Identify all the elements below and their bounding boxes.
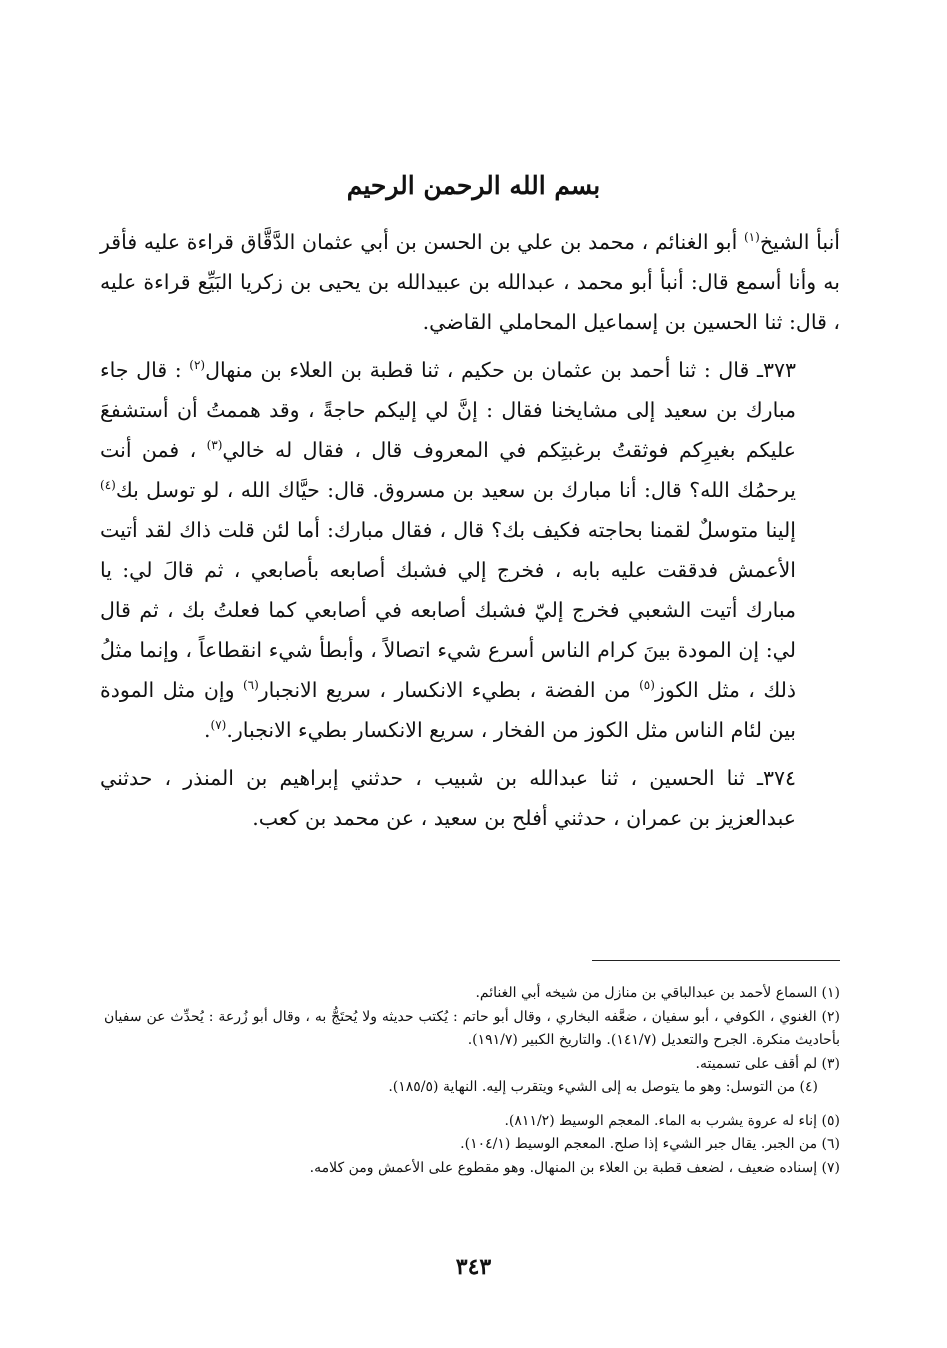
hadith-374-paragraph: [100, 758, 840, 838]
hadith-373-text-b: : قال جاء مبارك بن سعيد إلى مشايخنا فقال : إنَّ لي إليكم حاجةً ، وقد هممتُ أن أستشفعَ عليكم بغيرِكم فوثقتُ برغبتِكم في المعروف قال ، فقال له خالي: [100, 358, 797, 462]
footnotes-section: [104, 982, 840, 1180]
isnad-text-cont: أبو الغنائم ، محمد بن علي بن الحسن بن أبي عثمان الدَّقَّاق قراءة عليه فأقر به وأنا أسمع قال: أنبأ أبو محمد ، عبدالله بن عبيدالله بن يحيى بن زكريا البَيِّع قراءة عليه ، قال: ثنا الحسين بن إسماعيل المحاملي القاضي.: [100, 230, 840, 334]
basmala-heading: بسم الله الرحمن الرحيم: [346, 171, 601, 200]
footnote-ref-1: (١): [743, 230, 760, 245]
footnote-1: (١) السماع لأحمد بن عبدالباقي بن منازل من شيخه أبي الغنائم.: [475, 985, 840, 1001]
isnad-paragraph: [100, 222, 840, 342]
hadith-374-text: ٣٧٤ـ ثنا الحسين ، ثنا عبدالله بن شبيب ، حدثني إبراهيم بن المنذر ، حدثني عبدالعزيز بن عمران ، حدثني أفلح بن سعيد ، عن محمد بن كعب.: [100, 766, 796, 830]
hadith-373-paragraph: [100, 350, 840, 750]
hadith-373-text-e: من الفضة ، بطيء الانكسار ، سريع الانجبار: [258, 678, 640, 702]
footnote-3: (٣) لم أقف على تسميته.: [695, 1055, 840, 1072]
footnote-5: (٥) إناء له عروة يشرب به الماء. المعجم الوسيط (٨١١/٢).: [504, 1112, 840, 1129]
footnote-4: (٤) من التوسل: وهو ما يتوصل به إلى الشيء ويتقرب إليه. النهاية (١٨٥/٥).: [388, 1079, 818, 1095]
footnote-ref-7: (٧): [210, 718, 227, 733]
hadith-373-text-f: وإن مثل المودة بين لئام الناس مثل الكوز من الفخار ، سريع الانكسار بطيء الانجبار.: [100, 678, 796, 742]
hadith-373-text-c: ، فمن أنت يرحمُك الله؟ قال: أنا مبارك بن سعيد بن مسروق. قال: حيَّاك الله ، لو توسل بك: [100, 438, 796, 502]
hadith-373-text-g: .: [203, 718, 211, 742]
page-number: ٣٤٣: [455, 1254, 492, 1280]
footnote-ref-5: (٥): [639, 678, 655, 693]
footnote-7: (٧) إسناده ضعيف ، لضعف قطبة بن العلاء بن المنهال. وهو مقطوع على الأعمش ومن كلامه.: [309, 1159, 840, 1176]
footnote-ref-6: (٦): [242, 678, 259, 693]
footnote-separator: [592, 960, 840, 961]
isnad-text: أنبأ الشيخ: [759, 230, 840, 254]
main-text: [100, 222, 840, 838]
footnote-6: (٦) من الجبر. يقال جبر الشيء إذا صلح. المعجم الوسيط (١٠٤/١).: [460, 1136, 840, 1152]
footnote-ref-4: (٤): [100, 478, 116, 493]
footnote-ref-3: (٣): [206, 438, 223, 453]
footnote-2: (٢) الغنوي ، الكوفي ، أبو سفيان ، ضعَّفه البخاري ، وقال أبو حاتم : يُكتب حديثه ولا يُحتَجُّ به ، وقال أبو زُرعة : يُحدِّث عن سفيان بأحاديث منكرة. الجرح والتعديل (١٤١/٧). والتاريخ الكبير (١٩١/٧).: [104, 1008, 840, 1048]
footnote-ref-2: (٢): [189, 358, 206, 373]
hadith-373-text-d: إلينا متوسلٌ لقمنا بحاجته فكيف بك؟ قال ، فقال مبارك: أما لئن قلت ذاك لقد أتيت الأعمش فدققت عليه بابه ، فخرج إلي فشبك أصابعه بأصابعي ، ثم قالَ لي: يا مبارك أتيت الشعبي فخرج إليّ فشبك أصابعه في أصابعي كما فعلتُ بك ، ثم قال لي: إن المودة بينَ كرام الناس أسرع شيء اتصالاً ، وأبطأ شيء انقطاعاً ، وإنما مثلُ ذلك ، مثل الكوز: [100, 518, 796, 702]
hadith-373-text-a: ٣٧٣ـ قال : ثنا أحمد بن عثمان بن حكيم ، ثنا قطبة بن العلاء بن منهال: [205, 358, 796, 382]
